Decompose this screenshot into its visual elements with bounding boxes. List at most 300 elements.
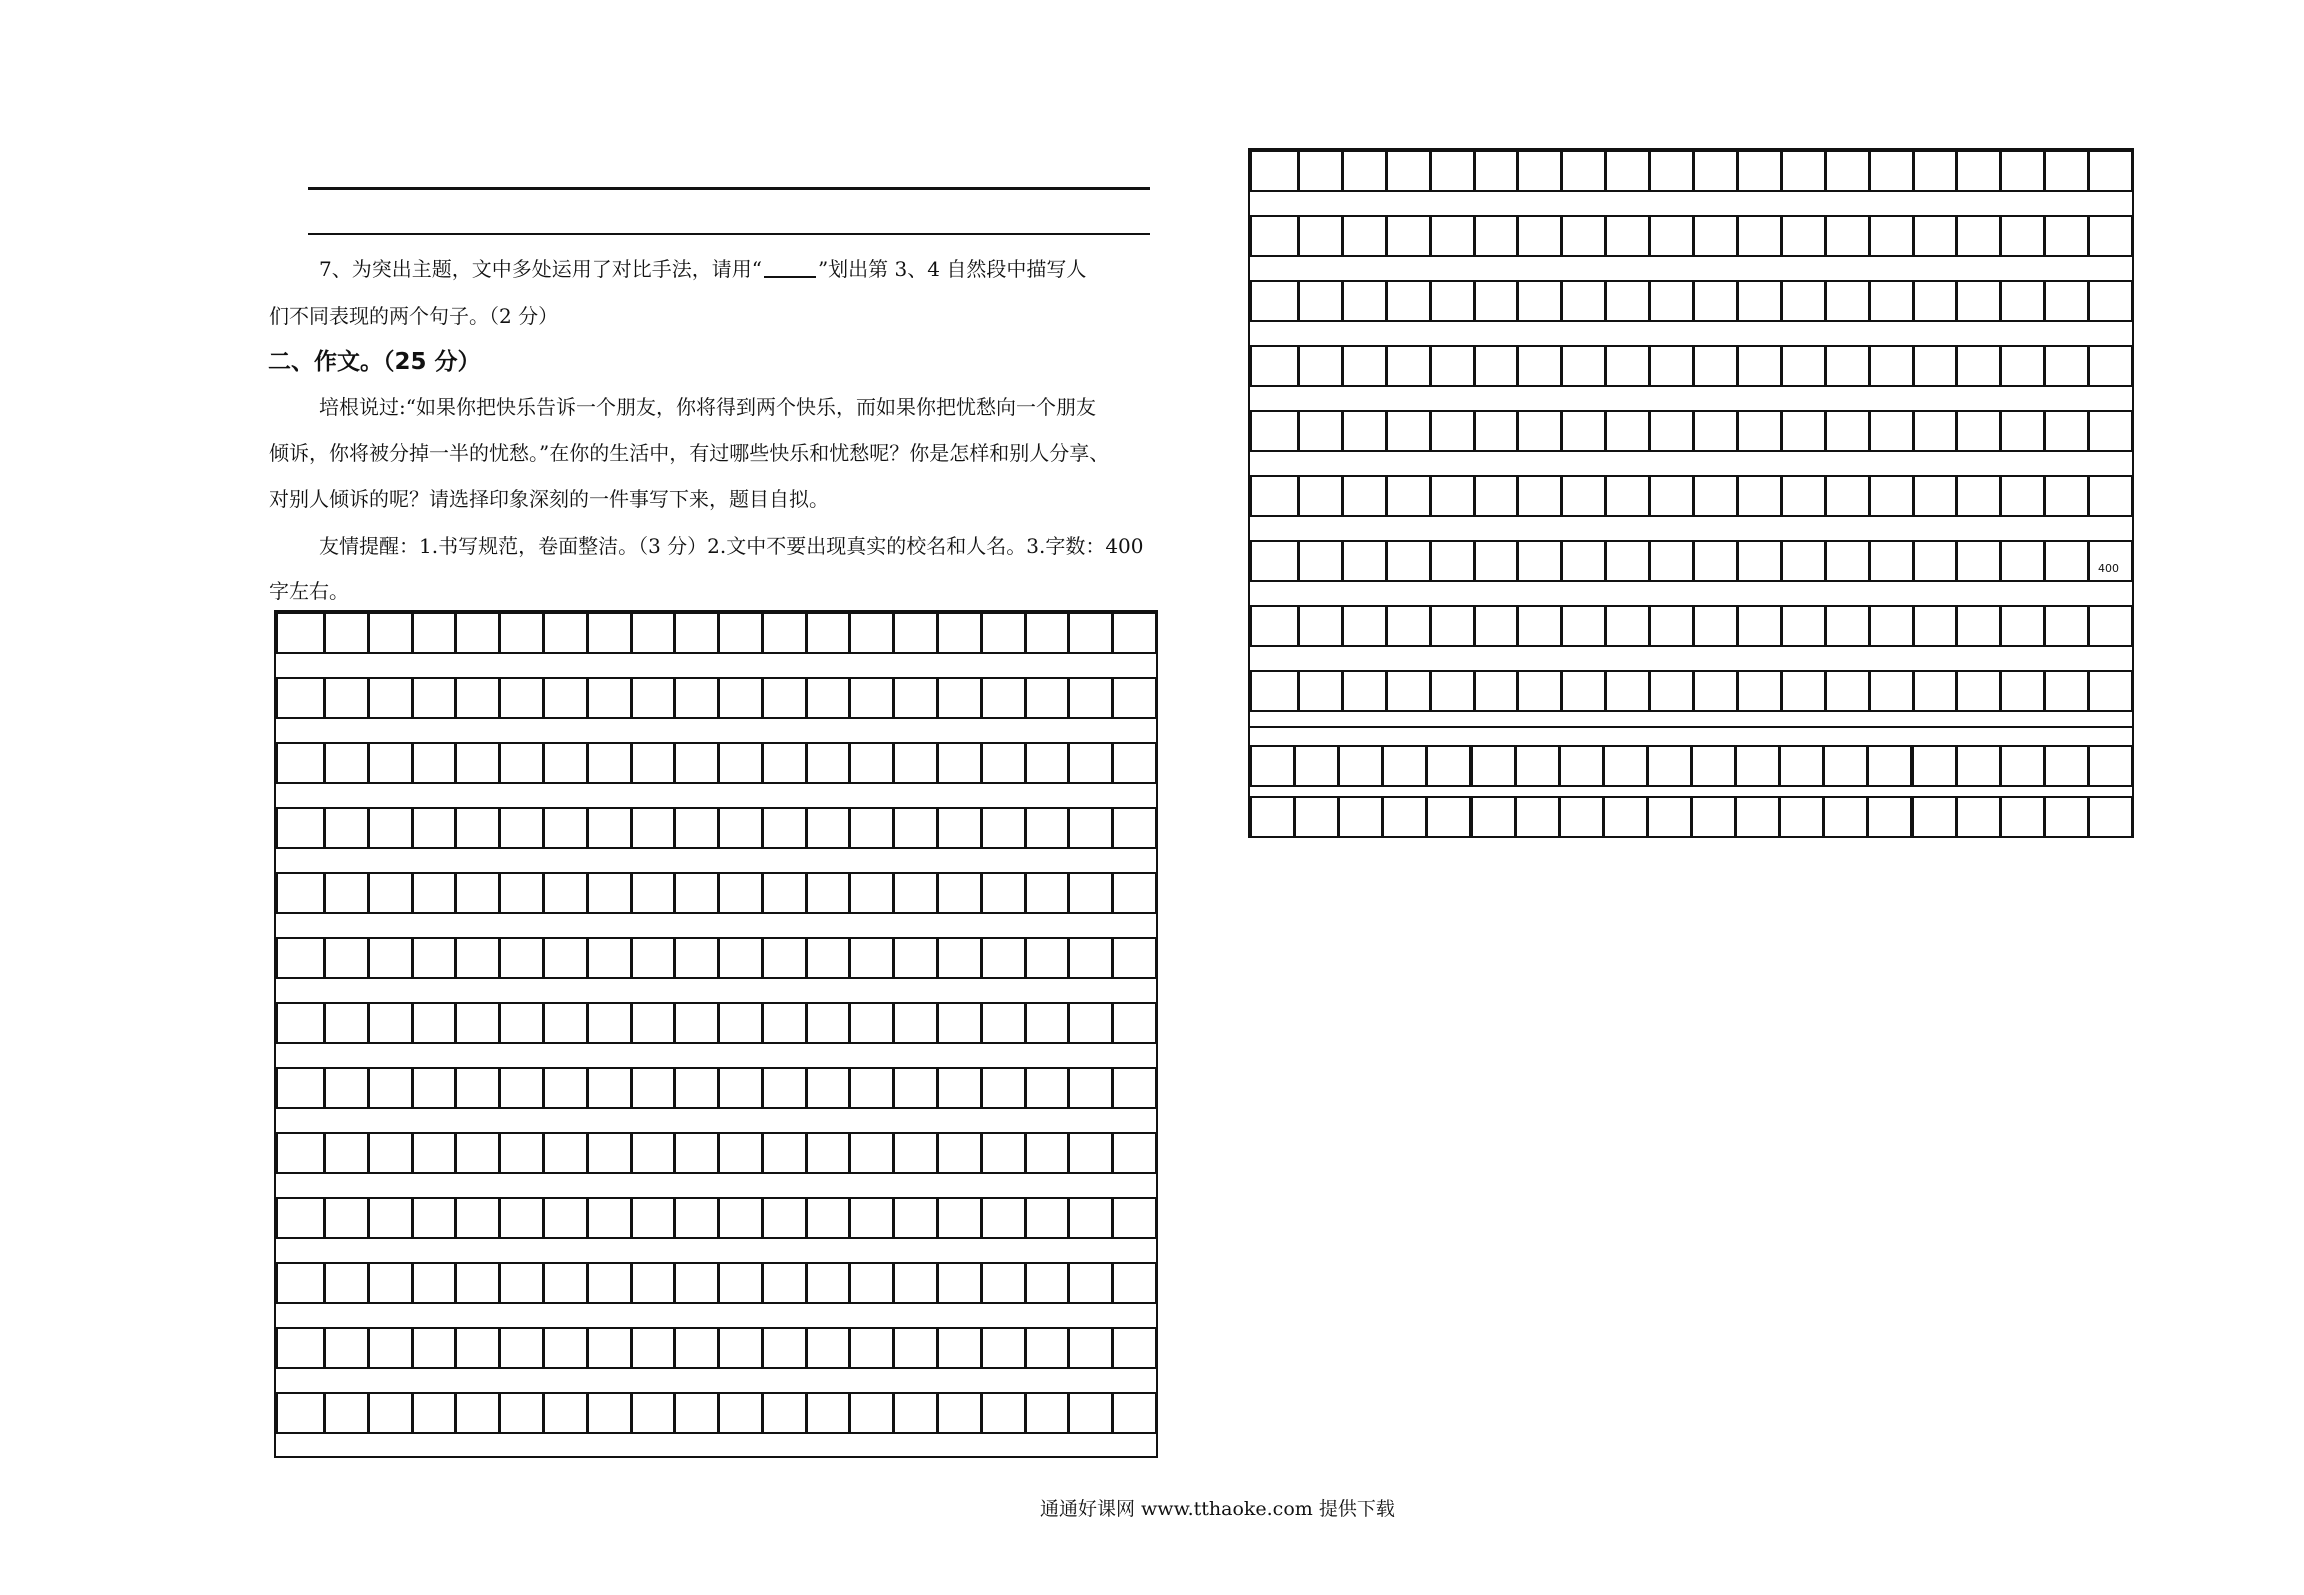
grid-cell[interactable]	[1250, 410, 1299, 452]
grid-cell[interactable]	[324, 1262, 369, 1304]
grid-cell[interactable]	[937, 872, 982, 914]
grid-cell[interactable]	[1386, 345, 1431, 387]
grid-cell[interactable]	[1474, 280, 1519, 322]
grid-cell[interactable]	[718, 677, 763, 719]
grid-cell[interactable]	[1342, 215, 1387, 257]
grid-cell[interactable]	[1298, 605, 1343, 647]
grid-cell[interactable]	[1342, 670, 1387, 712]
grid-cell[interactable]	[1298, 475, 1343, 517]
grid-cell[interactable]	[1605, 670, 1650, 712]
grid-cell[interactable]	[1068, 742, 1113, 784]
grid-cell[interactable]	[806, 1132, 851, 1174]
grid-cell[interactable]	[981, 872, 1026, 914]
grid-cell[interactable]	[1735, 745, 1780, 787]
grid-cell[interactable]	[587, 1327, 632, 1369]
grid-cell[interactable]	[543, 1262, 588, 1304]
grid-cell[interactable]	[718, 742, 763, 784]
grid-cell[interactable]	[2000, 150, 2045, 192]
grid-cell[interactable]	[412, 742, 457, 784]
grid-cell[interactable]	[762, 677, 807, 719]
grid-cell[interactable]	[2044, 475, 2089, 517]
grid-cell[interactable]	[1912, 745, 1957, 787]
grid-cell[interactable]	[412, 612, 457, 654]
grid-cell[interactable]	[1647, 745, 1692, 787]
grid-cell[interactable]	[893, 1392, 938, 1434]
grid-cell[interactable]	[981, 1197, 1026, 1239]
grid-cell[interactable]	[1605, 475, 1650, 517]
grid-cell[interactable]	[276, 1067, 325, 1109]
grid-cell[interactable]	[1737, 215, 1782, 257]
grid-cell[interactable]	[1869, 410, 1914, 452]
grid-cell[interactable]	[1781, 670, 1826, 712]
grid-cell[interactable]	[1825, 345, 1870, 387]
grid-cell[interactable]	[1338, 745, 1383, 787]
grid-cell[interactable]	[499, 1262, 544, 1304]
grid-cell[interactable]	[1342, 280, 1387, 322]
grid-cell[interactable]	[762, 937, 807, 979]
grid-cell[interactable]	[1561, 475, 1606, 517]
grid-cell[interactable]	[718, 807, 763, 849]
grid-cell[interactable]	[1112, 1067, 1157, 1109]
grid-cell[interactable]	[1517, 475, 1562, 517]
grid-cell[interactable]	[368, 937, 413, 979]
grid-cell[interactable]	[1869, 280, 1914, 322]
grid-cell[interactable]	[324, 1197, 369, 1239]
grid-cell[interactable]	[1693, 605, 1738, 647]
grid-cell[interactable]	[1559, 796, 1604, 838]
grid-cell[interactable]	[368, 807, 413, 849]
grid-cell[interactable]	[1823, 745, 1868, 787]
grid-cell[interactable]	[1649, 280, 1694, 322]
grid-cell[interactable]	[631, 1002, 676, 1044]
grid-cell[interactable]	[1025, 1262, 1070, 1304]
grid-cell[interactable]	[849, 612, 894, 654]
grid-cell[interactable]	[631, 1197, 676, 1239]
grid-cell[interactable]	[1517, 345, 1562, 387]
grid-cell[interactable]	[1737, 475, 1782, 517]
grid-cell[interactable]	[2000, 280, 2045, 322]
grid-cell[interactable]	[674, 1262, 719, 1304]
grid-cell[interactable]	[1112, 807, 1157, 849]
grid-cell[interactable]	[1342, 410, 1387, 452]
grid-cell[interactable]	[1474, 150, 1519, 192]
grid-cell[interactable]	[1298, 410, 1343, 452]
grid-cell[interactable]	[324, 742, 369, 784]
grid-cell[interactable]	[762, 807, 807, 849]
grid-cell[interactable]	[455, 1197, 500, 1239]
grid-cell[interactable]	[1068, 1067, 1113, 1109]
grid-cell[interactable]	[718, 1002, 763, 1044]
grid-cell[interactable]	[1913, 670, 1958, 712]
grid-cell[interactable]	[1025, 1002, 1070, 1044]
grid-cell[interactable]	[1869, 215, 1914, 257]
grid-cell[interactable]	[674, 872, 719, 914]
grid-cell[interactable]	[1474, 345, 1519, 387]
grid-cell[interactable]	[718, 1067, 763, 1109]
grid-cell[interactable]	[1298, 280, 1343, 322]
grid-cell[interactable]	[324, 1067, 369, 1109]
grid-cell[interactable]	[499, 1132, 544, 1174]
grid-cell[interactable]	[674, 807, 719, 849]
grid-cell[interactable]	[893, 742, 938, 784]
grid-cell[interactable]	[368, 1262, 413, 1304]
grid-cell[interactable]	[324, 612, 369, 654]
grid-cell[interactable]	[981, 612, 1026, 654]
grid-cell[interactable]	[1342, 605, 1387, 647]
grid-cell[interactable]	[1250, 670, 1299, 712]
grid-cell[interactable]	[1781, 280, 1826, 322]
grid-cell[interactable]	[587, 1197, 632, 1239]
grid-cell[interactable]	[762, 1392, 807, 1434]
grid-cell[interactable]	[368, 1132, 413, 1174]
grid-cell[interactable]	[2044, 215, 2089, 257]
grid-cell[interactable]	[893, 1132, 938, 1174]
grid-cell[interactable]	[631, 677, 676, 719]
grid-cell[interactable]	[806, 1392, 851, 1434]
grid-cell[interactable]	[1068, 1002, 1113, 1044]
grid-cell[interactable]	[1112, 1262, 1157, 1304]
grid-cell[interactable]	[1693, 150, 1738, 192]
grid-cell[interactable]	[368, 1392, 413, 1434]
grid-cell[interactable]	[893, 872, 938, 914]
grid-cell[interactable]	[2088, 215, 2133, 257]
grid-cell[interactable]	[2088, 475, 2133, 517]
grid-cell[interactable]	[937, 1197, 982, 1239]
grid-cell[interactable]	[455, 1392, 500, 1434]
grid-cell[interactable]	[1342, 345, 1387, 387]
grid-cell[interactable]	[499, 1067, 544, 1109]
grid-cell[interactable]	[2000, 796, 2045, 838]
grid-cell[interactable]	[276, 1327, 325, 1369]
grid-cell[interactable]	[1781, 540, 1826, 582]
grid-cell[interactable]	[1386, 475, 1431, 517]
grid-cell[interactable]	[981, 807, 1026, 849]
grid-cell[interactable]	[1025, 937, 1070, 979]
grid-cell[interactable]	[1691, 796, 1736, 838]
grid-cell[interactable]	[674, 1002, 719, 1044]
grid-cell[interactable]	[499, 1327, 544, 1369]
grid-cell[interactable]	[1956, 280, 2001, 322]
grid-cell[interactable]	[1869, 475, 1914, 517]
grid-cell[interactable]	[674, 612, 719, 654]
grid-cell[interactable]	[1737, 410, 1782, 452]
grid-cell[interactable]	[543, 1002, 588, 1044]
grid-cell[interactable]	[1649, 215, 1694, 257]
grid-cell[interactable]	[276, 1392, 325, 1434]
grid-cell[interactable]	[1382, 796, 1427, 838]
grid-cell[interactable]	[1956, 150, 2001, 192]
grid-cell[interactable]	[1430, 475, 1475, 517]
grid-cell[interactable]	[849, 677, 894, 719]
grid-cell[interactable]	[499, 1197, 544, 1239]
grid-cell[interactable]	[1386, 605, 1431, 647]
grid-cell[interactable]	[1913, 540, 1958, 582]
grid-cell[interactable]	[1825, 410, 1870, 452]
grid-cell[interactable]	[2088, 796, 2133, 838]
grid-cell[interactable]	[1605, 150, 1650, 192]
grid-cell[interactable]	[1386, 280, 1431, 322]
grid-cell[interactable]	[1025, 612, 1070, 654]
grid-cell[interactable]	[1068, 872, 1113, 914]
grid-cell[interactable]	[1112, 1132, 1157, 1174]
grid-cell[interactable]	[937, 1067, 982, 1109]
grid-cell[interactable]	[412, 1327, 457, 1369]
grid-cell[interactable]	[1737, 150, 1782, 192]
writing-grid-left[interactable]	[274, 610, 1158, 1458]
grid-cell[interactable]	[849, 937, 894, 979]
grid-cell[interactable]	[1474, 605, 1519, 647]
grid-cell[interactable]	[543, 1327, 588, 1369]
grid-cell[interactable]	[631, 742, 676, 784]
grid-cell[interactable]	[1250, 280, 1299, 322]
grid-cell[interactable]	[1426, 796, 1471, 838]
grid-cell[interactable]	[893, 677, 938, 719]
grid-cell[interactable]	[368, 1067, 413, 1109]
grid-cell[interactable]	[1338, 796, 1383, 838]
grid-cell[interactable]	[1386, 150, 1431, 192]
grid-cell[interactable]	[455, 1132, 500, 1174]
grid-cell[interactable]	[806, 1067, 851, 1109]
grid-cell[interactable]	[1913, 475, 1958, 517]
grid-cell[interactable]	[981, 1132, 1026, 1174]
grid-cell[interactable]	[1825, 215, 1870, 257]
grid-cell[interactable]	[718, 1327, 763, 1369]
grid-cell[interactable]	[893, 1327, 938, 1369]
grid-cell[interactable]	[849, 1392, 894, 1434]
grid-cell[interactable]	[543, 1067, 588, 1109]
grid-cell[interactable]	[455, 1262, 500, 1304]
grid-cell[interactable]	[806, 742, 851, 784]
grid-cell[interactable]	[1649, 605, 1694, 647]
grid-cell[interactable]	[455, 872, 500, 914]
grid-cell[interactable]	[1025, 1132, 1070, 1174]
grid-cell[interactable]	[893, 1262, 938, 1304]
grid-cell[interactable]	[1112, 872, 1157, 914]
grid-cell[interactable]	[849, 807, 894, 849]
grid-cell[interactable]	[2000, 540, 2045, 582]
grid-cell[interactable]	[1517, 670, 1562, 712]
grid-cell[interactable]	[276, 807, 325, 849]
grid-cell[interactable]	[1823, 796, 1868, 838]
grid-cell[interactable]	[1781, 605, 1826, 647]
grid-cell[interactable]	[1825, 605, 1870, 647]
grid-cell[interactable]	[2088, 150, 2133, 192]
grid-cell[interactable]	[1112, 612, 1157, 654]
grid-cell[interactable]	[981, 937, 1026, 979]
grid-cell[interactable]	[1068, 1132, 1113, 1174]
grid-cell[interactable]	[937, 1392, 982, 1434]
grid-cell[interactable]	[1386, 670, 1431, 712]
grid-cell[interactable]	[1869, 670, 1914, 712]
grid-cell[interactable]	[1649, 540, 1694, 582]
grid-cell[interactable]	[2088, 410, 2133, 452]
grid-cell[interactable]	[455, 612, 500, 654]
grid-cell[interactable]	[1605, 280, 1650, 322]
grid-cell[interactable]	[1025, 1392, 1070, 1434]
grid-cell[interactable]	[674, 742, 719, 784]
grid-cell[interactable]	[981, 1392, 1026, 1434]
grid-cell[interactable]	[276, 872, 325, 914]
grid-cell[interactable]	[806, 937, 851, 979]
grid-cell[interactable]	[1517, 410, 1562, 452]
grid-cell[interactable]	[849, 1067, 894, 1109]
grid-cell[interactable]	[2000, 345, 2045, 387]
grid-cell[interactable]	[631, 872, 676, 914]
grid-cell[interactable]	[1517, 150, 1562, 192]
grid-cell[interactable]	[1474, 540, 1519, 582]
grid-cell[interactable]	[631, 807, 676, 849]
grid-cell[interactable]	[324, 1132, 369, 1174]
grid-cell[interactable]	[1430, 215, 1475, 257]
grid-cell[interactable]	[937, 1327, 982, 1369]
grid-cell[interactable]	[543, 872, 588, 914]
grid-cell[interactable]	[1781, 345, 1826, 387]
grid-cell[interactable]	[1112, 1002, 1157, 1044]
grid-cell[interactable]	[2000, 475, 2045, 517]
grid-cell[interactable]	[1825, 280, 1870, 322]
grid-cell[interactable]	[1825, 475, 1870, 517]
grid-cell[interactable]	[2044, 280, 2089, 322]
writing-grid-right[interactable]	[1248, 148, 2134, 838]
grid-cell[interactable]	[674, 1392, 719, 1434]
grid-cell[interactable]	[937, 937, 982, 979]
grid-cell[interactable]	[1605, 215, 1650, 257]
grid-cell[interactable]	[1781, 215, 1826, 257]
grid-cell[interactable]	[849, 1327, 894, 1369]
grid-cell[interactable]	[276, 1002, 325, 1044]
grid-cell[interactable]	[1430, 280, 1475, 322]
grid-cell[interactable]	[324, 677, 369, 719]
grid-cell[interactable]	[2044, 605, 2089, 647]
grid-cell[interactable]	[718, 612, 763, 654]
grid-cell[interactable]	[1867, 745, 1912, 787]
grid-cell[interactable]	[324, 807, 369, 849]
grid-cell[interactable]	[587, 1067, 632, 1109]
grid-cell[interactable]	[762, 612, 807, 654]
grid-cell[interactable]	[1250, 345, 1299, 387]
grid-cell[interactable]	[276, 1262, 325, 1304]
grid-cell[interactable]	[587, 742, 632, 784]
grid-cell[interactable]	[1474, 670, 1519, 712]
grid-cell[interactable]	[412, 872, 457, 914]
grid-cell[interactable]	[674, 1132, 719, 1174]
grid-cell[interactable]	[1426, 745, 1471, 787]
grid-cell[interactable]	[2044, 745, 2089, 787]
grid-cell[interactable]	[1561, 670, 1606, 712]
grid-cell[interactable]	[1561, 280, 1606, 322]
grid-cell[interactable]	[1298, 150, 1343, 192]
grid-cell[interactable]	[631, 1262, 676, 1304]
grid-cell[interactable]	[499, 1002, 544, 1044]
grid-cell[interactable]	[1342, 475, 1387, 517]
grid-cell[interactable]	[587, 937, 632, 979]
grid-cell[interactable]	[2044, 150, 2089, 192]
grid-cell[interactable]	[937, 742, 982, 784]
grid-cell[interactable]	[1025, 1067, 1070, 1109]
grid-cell[interactable]	[893, 807, 938, 849]
grid-cell[interactable]	[1068, 1392, 1113, 1434]
grid-cell[interactable]	[1112, 677, 1157, 719]
grid-cell[interactable]	[2044, 540, 2089, 582]
grid-cell[interactable]	[1693, 345, 1738, 387]
answer-line-2[interactable]	[308, 233, 1150, 235]
grid-cell[interactable]	[412, 1262, 457, 1304]
grid-cell[interactable]	[1825, 150, 1870, 192]
grid-cell[interactable]	[937, 1002, 982, 1044]
grid-cell[interactable]	[1693, 475, 1738, 517]
grid-cell[interactable]	[1342, 150, 1387, 192]
grid-cell[interactable]	[1956, 475, 2001, 517]
grid-cell[interactable]	[674, 677, 719, 719]
grid-cell[interactable]	[718, 1132, 763, 1174]
grid-cell[interactable]	[1912, 796, 1957, 838]
grid-cell[interactable]	[499, 1392, 544, 1434]
grid-cell[interactable]	[1956, 745, 2001, 787]
grid-cell[interactable]	[1561, 410, 1606, 452]
grid-cell[interactable]	[2000, 605, 2045, 647]
grid-cell[interactable]	[2044, 670, 2089, 712]
grid-cell[interactable]	[543, 612, 588, 654]
grid-cell[interactable]	[276, 612, 325, 654]
grid-cell[interactable]	[587, 1132, 632, 1174]
grid-cell[interactable]	[587, 1392, 632, 1434]
grid-cell[interactable]	[587, 677, 632, 719]
grid-cell[interactable]	[276, 1132, 325, 1174]
grid-cell[interactable]	[412, 1392, 457, 1434]
grid-cell[interactable]	[499, 872, 544, 914]
grid-cell[interactable]	[937, 807, 982, 849]
grid-cell[interactable]	[1825, 540, 1870, 582]
grid-cell[interactable]	[1068, 807, 1113, 849]
grid-cell[interactable]	[893, 937, 938, 979]
grid-cell[interactable]	[1471, 796, 1516, 838]
grid-cell[interactable]	[1517, 540, 1562, 582]
grid-cell[interactable]	[1025, 1327, 1070, 1369]
grid-cell[interactable]	[1386, 410, 1431, 452]
grid-cell[interactable]	[1693, 670, 1738, 712]
grid-cell[interactable]	[1298, 345, 1343, 387]
grid-cell[interactable]	[1250, 745, 1295, 787]
grid-cell[interactable]	[762, 1327, 807, 1369]
grid-cell[interactable]	[1068, 612, 1113, 654]
grid-cell[interactable]	[587, 612, 632, 654]
grid-cell[interactable]	[1068, 1197, 1113, 1239]
grid-cell[interactable]	[1737, 540, 1782, 582]
grid-cell[interactable]	[1112, 1197, 1157, 1239]
grid-cell[interactable]	[1250, 475, 1299, 517]
grid-cell[interactable]	[1913, 410, 1958, 452]
grid-cell[interactable]	[1294, 745, 1339, 787]
grid-cell[interactable]	[718, 1197, 763, 1239]
grid-cell[interactable]	[981, 677, 1026, 719]
grid-cell[interactable]	[1561, 540, 1606, 582]
grid-cell[interactable]	[1869, 150, 1914, 192]
grid-cell[interactable]	[1649, 670, 1694, 712]
grid-cell[interactable]	[324, 872, 369, 914]
grid-cell[interactable]	[806, 612, 851, 654]
answer-line-1[interactable]	[308, 187, 1150, 190]
grid-cell[interactable]	[1779, 745, 1824, 787]
grid-cell[interactable]	[1517, 280, 1562, 322]
grid-cell[interactable]	[587, 872, 632, 914]
grid-cell[interactable]	[893, 1002, 938, 1044]
grid-cell[interactable]	[718, 1262, 763, 1304]
grid-cell[interactable]	[1430, 670, 1475, 712]
grid-cell[interactable]	[1869, 345, 1914, 387]
grid-cell[interactable]	[1956, 796, 2001, 838]
grid-cell[interactable]	[937, 677, 982, 719]
grid-cell[interactable]	[1298, 540, 1343, 582]
